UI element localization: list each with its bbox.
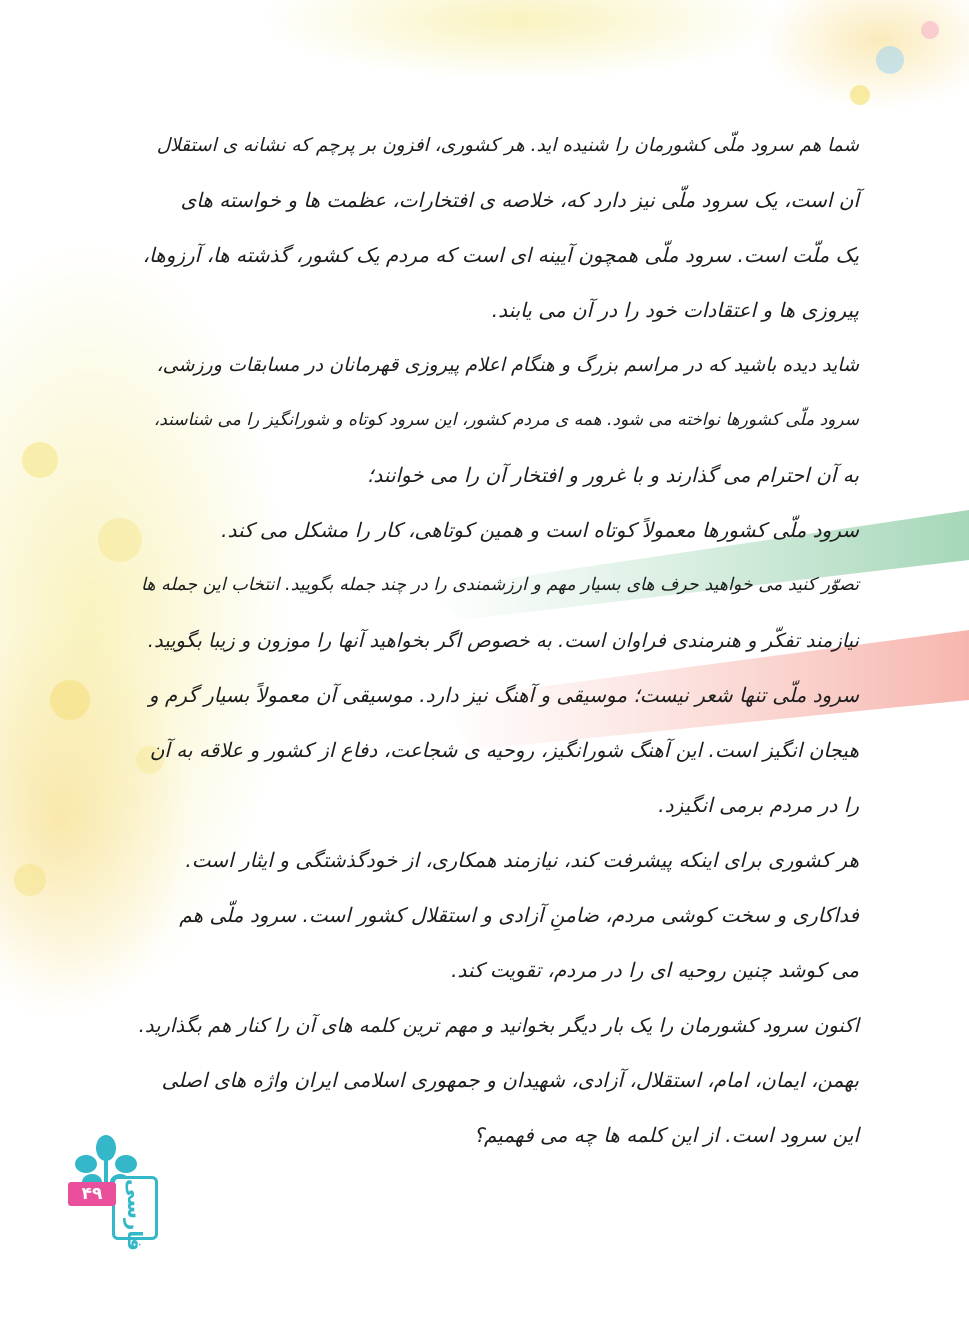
flower-dot — [22, 442, 58, 478]
text-line: سرود ملّی کشورها معمولاً کوتاه است و همین کوتاهی، کار را مشکل می کند. — [221, 518, 859, 542]
paragraph — [139, 503, 859, 558]
paragraph — [139, 888, 859, 998]
paragraph — [139, 1053, 859, 1163]
text-line: را در مردم برمی انگیزد. — [658, 793, 859, 817]
top-right-dot-blue — [876, 46, 904, 74]
flower-dot — [14, 864, 46, 896]
text-line: بهمن، ایمان، امام، استقلال، آزادی، شهیدان و جمهوری اسلامی ایران واژه های اصلی — [161, 1068, 859, 1092]
text-line: هیجان انگیز است. این آهنگ شورانگیز، روحیه ی شجاعت، دفاع از کشور و علاقه به آن — [149, 738, 859, 762]
paragraph — [139, 558, 859, 668]
text-line: هر کشوری برای اینکه پیشرفت کند، نیازمند همکاری، از خودگذشتگی و ایثار است. — [185, 848, 859, 872]
paragraph — [139, 338, 859, 503]
text-line: تصوّر کنید می خواهید حرف های بسیار مهم و ارزشمندی را در چند جمله بگویید. انتخاب این جمله ها — [140, 575, 859, 595]
text-line: می کوشد چنین روحیه ای را در مردم، تقویت کند. — [451, 958, 859, 982]
flower-dot — [98, 518, 142, 562]
text-line: این سرود است. از این کلمه ها چه می فهمیم؟ — [473, 1123, 859, 1147]
text-line: سرود ملّی تنها شعر نیست؛ موسیقی و آهنگ نیز دارد. موسیقی آن معمولاً بسیار گرم و — [148, 683, 859, 707]
top-splash — [260, 0, 780, 80]
top-right-dot-pink — [921, 21, 939, 39]
text-line: آن است، یک سرود ملّی نیز دارد که، خلاصه ی افتخارات، عظمت ها و خواسته های — [180, 188, 859, 212]
text-line: شاید دیده باشید که در مراسم بزرگ و هنگام اعلام پیروزی قهرمانان در مسابقات ورزشی، — [156, 354, 859, 376]
text-line: اکنون سرود کشورمان را یک بار دیگر بخوانید و مهم ترین کلمه های آن را کنار هم بگذارید. — [138, 1014, 859, 1037]
body-text — [139, 118, 859, 1163]
paragraph — [139, 998, 859, 1053]
paragraph — [139, 118, 859, 338]
subject-logo-text: فارسی — [112, 1176, 158, 1240]
text-line: به آن احترام می گذارند و با غرور و افتخار آن را می خوانند؛ — [367, 463, 859, 487]
flower-dot — [50, 680, 90, 720]
text-line: سرود ملّی کشورها نواخته می شود. همه ی مردم کشور، این سرود کوتاه و شورانگیز را می شناسند، — [153, 410, 859, 430]
page-number: ۴۹ — [68, 1182, 116, 1206]
text-line: پیروزی ها و اعتقادات خود را در آن می یابند. — [491, 298, 859, 322]
text-line: یک ملّت است. سرود ملّی همچون آیینه ای است که مردم یک کشور، گذشته ها، آرزوها، — [142, 243, 859, 267]
paragraph — [139, 668, 859, 833]
text-line: فداکاری و سخت کوشی مردم، ضامنِ آزادی و استقلال کشور است. سرود ملّی هم — [179, 903, 859, 927]
text-line: نیازمند تفکّر و هنرمندی فراوان است. به خصوص اگر بخواهید آنها را موزون و زیبا بگویید. — [147, 629, 859, 652]
paragraph — [139, 833, 859, 888]
top-right-dot-yellow — [850, 85, 870, 105]
text-line: شما هم سرود ملّی کشورمان را شنیده اید. هر کشوری، افزون بر پرچم که نشانه ی استقلال — [156, 135, 859, 156]
